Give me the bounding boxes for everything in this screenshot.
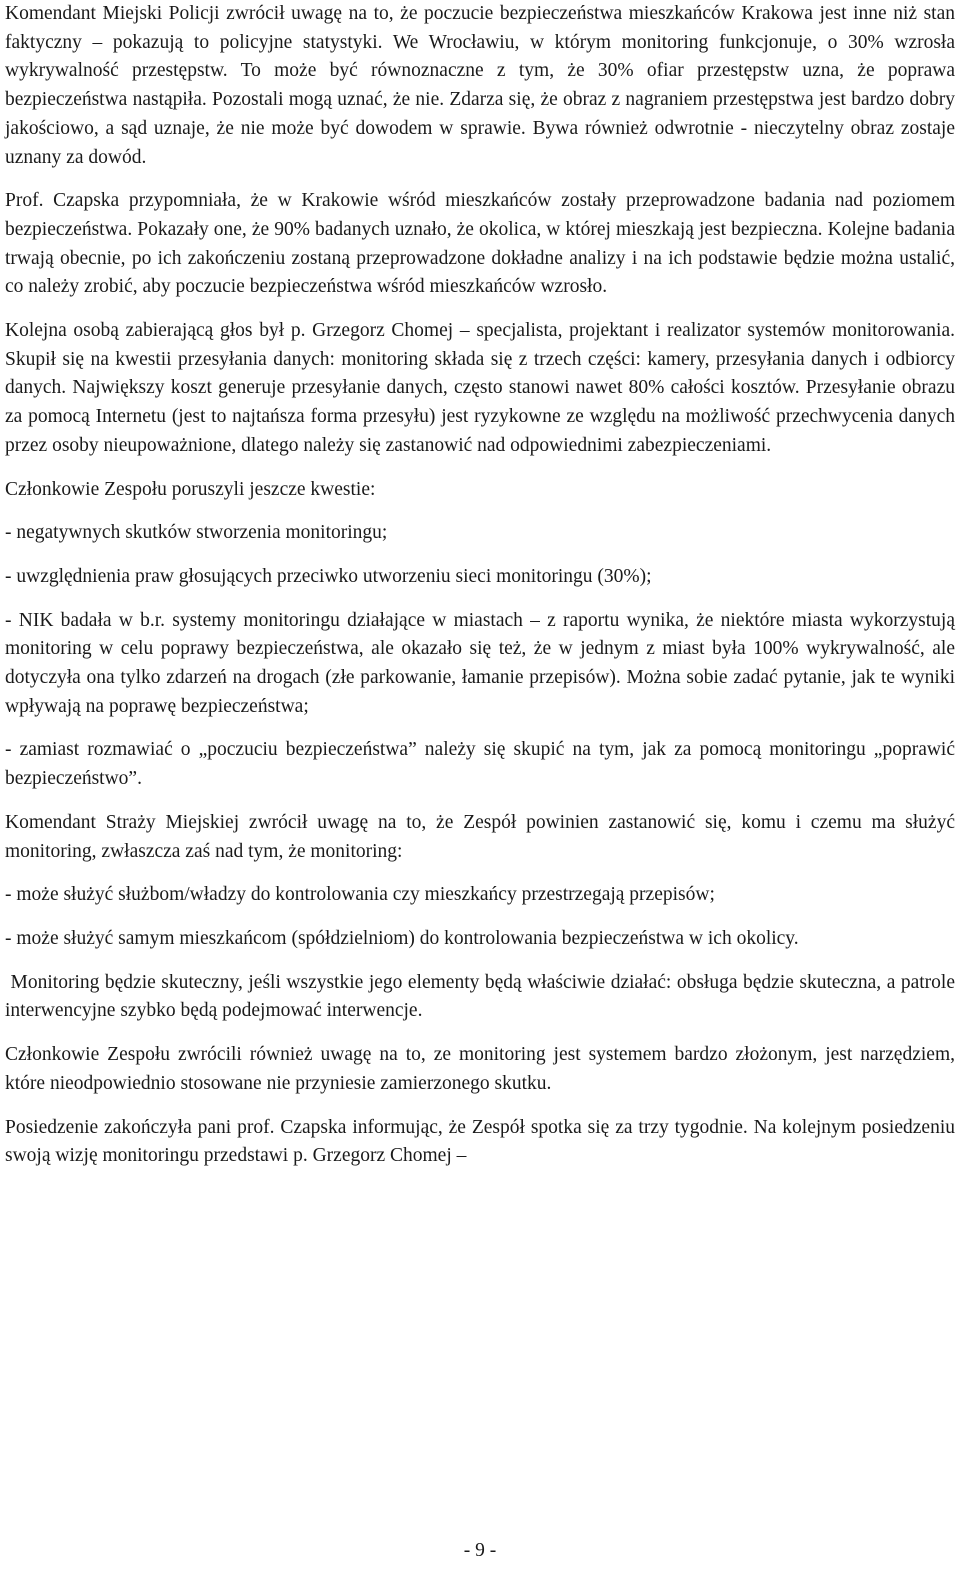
document-page	[5, 0, 960, 1186]
paragraph-grzegorz-chomej: Kolejna osobą zabierającą głos był p. Grzegorz Chomej – specjalista, projektant i realizator systemów monitorowania. Skupił się na kwestii przesyłania danych: monitoring składa się z trzech części: kamery, przesyłania danych i odbiorcy danych. Największy koszt generuje przesyłanie danych, często stanowi nawet 80% całości kosztów. Przesyłanie obrazu za pomocą Internetu (jest to najtańsza forma przesyłu) jest ryzykowne ze względu na możliwość przechwycenia danych przez osoby nieupoważnione, dlatego należy się zastanowić nad odpowiednimi zabezpieczeniami.	[5, 320, 955, 456]
list-item-voters-rights: - uwzględnienia praw głosujących przeciwko utworzeniu sieci monitoringu (30%);	[5, 565, 652, 587]
paragraph-prof-czapska: Prof. Czapska przypomniała, że w Krakowie wśród mieszkańców zostały przeprowadzone badania nad poziomem bezpieczeństwa. Pokazały one, że 90% badanych uznało, że okolica, w której mieszkają jest bezpieczna. Kolejne badania trwają obecnie, po ich zakończeniu zostaną przeprowadzone dokładne analizy i na ich podstawie będzie można ustalić, co należy zrobić, aby poczucie bezpieczeństwa wśród mieszkańców wzrosło.	[5, 190, 955, 298]
paragraph-complex-system: Członkowie Zespołu zwrócili również uwagę na to, ze monitoring jest systemem bardzo złożonym, jest narzędziem, które nieodpowiednio stosowane nie przyniesie zamierzonego skutku.	[5, 1044, 955, 1094]
list-item-negative-effects: - negatywnych skutków stworzenia monitoringu;	[5, 522, 388, 544]
paragraph-city-guard-commander: Komendant Straży Miejskiej zwrócił uwagę na to, że Zespół powinien zastanowić się, komu i czemu ma służyć monitoring, zwłaszcza zaś nad tym, że monitoring:	[5, 811, 955, 862]
list-item-residents-control: - może służyć samym mieszkańcom (spółdzielniom) do kontrolowania bezpieczeństwa w ich okolicy.	[5, 927, 799, 949]
paragraph-meeting-closing: Posiedzenie zakończyła pani prof. Czapska informując, że Zespół spotka się za trzy tygodnie. Na kolejnym posiedzeniu swoją wizję monitoringu przedstawi p. Grzegorz Chomej –	[5, 1116, 955, 1167]
list-item-improve-safety: - zamiast rozmawiać o „poczuciu bezpieczeństwa” należy się skupić na tym, jak za pomocą monitoringu „poprawić bezpieczeństwo”.	[5, 739, 955, 790]
paragraph-monitoring-effective: Monitoring będzie skuteczny, jeśli wszystkie jego elementy będą właściwie działać: obsługa będzie skuteczna, a patrole interwencyjne szybko będą podejmować interwencje.	[5, 971, 960, 1022]
list-item-nik-report: - NIK badała w b.r. systemy monitoringu działające w miastach – z raportu wynika, że niektóre miasta wykorzystują monitoring w celu poprawy bezpieczeństwa, ale okazało się też, że w jednym z miast była 100% wykrywalność, ale dotyczyła ona tylko zdarzeń na drogach (złe parkowanie, łamanie przepisów). Można sobie zadać pytanie, jak te wyniki wpływają na poprawę bezpieczeństwa;	[5, 609, 955, 717]
page-number: - 9 -	[463, 1540, 497, 1561]
paragraph-police-commander: Komendant Miejski Policji zwrócił uwagę na to, że poczucie bezpieczeństwa mieszkańców Krakowa jest inne niż stan faktyczny – pokazują to policyjne statystyki. We Wrocławiu, w którym monitoring funkcjonuje, o 30% wzrosła wykrywalność przestępstw. To może być równoznaczne z tym, że 30% ofiar przestępstw uzna, że poprawa bezpieczeństwa nastąpiła. Pozostali mogą uznać, że nie. Zdarza się, że obraz z nagraniem przestępstwa jest bardzo dobry jakościowo, a sąd uznaje, że nie może być dowodem w sprawie. Bywa również odwrotnie - nieczytelny obraz zostaje uznany za dowód.	[5, 3, 955, 168]
paragraph-team-issues-intro: Członkowie Zespołu poruszyli jeszcze kwestie:	[5, 478, 376, 500]
list-item-authorities-control: - może służyć służbom/władzy do kontrolowania czy mieszkańcy przestrzegają przepisów;	[5, 884, 715, 906]
